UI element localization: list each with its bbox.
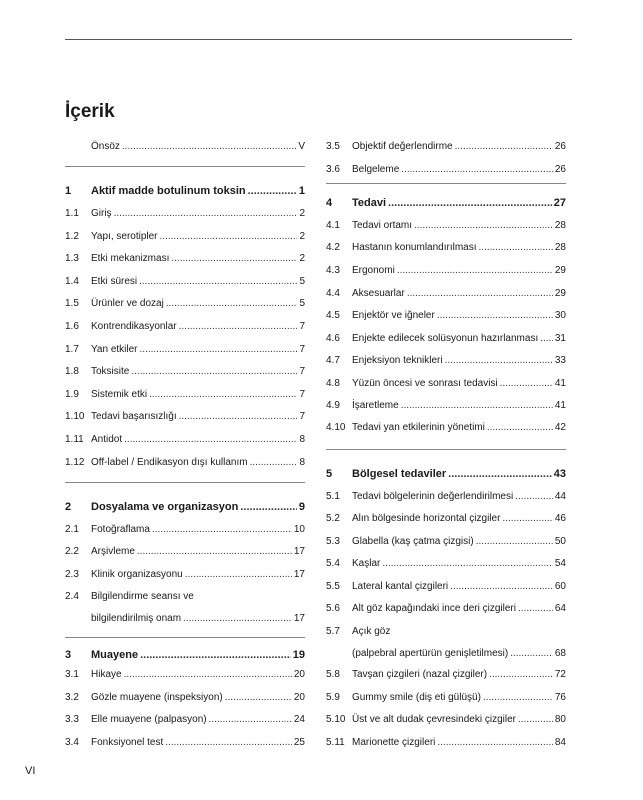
toc-entry[interactable] <box>326 286 566 302</box>
entry-title: Üst ve alt dudak çevresindeki çizgiler <box>352 714 516 725</box>
leader-dots <box>518 712 553 728</box>
leader-dots <box>179 319 298 335</box>
entry-title: Enjekte edilecek solüsyonun hazırlanması <box>352 333 539 344</box>
entry-number: 1.5 <box>65 298 79 309</box>
entry-page: 29 <box>554 265 566 276</box>
entry-number: 5.8 <box>326 669 340 680</box>
entry-page: 80 <box>554 714 566 725</box>
entry-number: 4 <box>326 197 333 209</box>
entry-number: 3 <box>65 649 72 661</box>
entry-page: 7 <box>299 366 305 377</box>
leader-dots <box>165 735 292 751</box>
leader-dots <box>502 511 552 527</box>
toc-entry[interactable] <box>65 206 305 222</box>
leader-dots <box>250 455 298 471</box>
leader-dots <box>122 139 296 155</box>
toc-entry[interactable] <box>65 251 305 267</box>
entry-number: 2.1 <box>65 524 79 535</box>
entry-number: 3.2 <box>65 692 79 703</box>
entry-number: 3.6 <box>326 164 340 175</box>
entry-number: 1.2 <box>65 231 79 242</box>
entry-title: Fotoğraflama <box>91 524 150 535</box>
toc-entry[interactable] <box>326 263 566 279</box>
leader-dots <box>479 240 553 256</box>
leader-dots <box>450 579 553 595</box>
entry-page: 17 <box>293 613 305 624</box>
entry-number: 2.3 <box>65 569 79 580</box>
section-divider <box>65 637 305 638</box>
entry-number: 1.4 <box>65 276 79 287</box>
toc-entry-continued[interactable] <box>326 646 566 662</box>
entry-title: Tedavi yan etkilerinin yönetimi <box>352 422 485 433</box>
entry-page: 28 <box>554 242 566 253</box>
entry-page: 25 <box>293 737 305 748</box>
entry-number: 4.1 <box>326 220 340 231</box>
top-rule <box>65 39 572 40</box>
leader-dots <box>483 690 553 706</box>
entry-page: 8 <box>299 434 305 445</box>
entry-title: Etki süresi <box>91 276 138 287</box>
entry-title: Tavşan çizgileri (nazal çizgiler) <box>352 669 488 680</box>
toc-entry[interactable] <box>65 735 305 751</box>
leader-dots <box>160 229 298 245</box>
entry-page: 7 <box>299 411 305 422</box>
entry-title: Lateral kantal çizgileri <box>352 581 449 592</box>
entry-title: Fonksiyonel test <box>91 737 164 748</box>
entry-page: 29 <box>554 288 566 299</box>
leader-dots <box>179 409 298 425</box>
toc-entry[interactable] <box>326 579 566 595</box>
entry-page: 41 <box>554 378 566 389</box>
leader-dots <box>152 522 292 538</box>
entry-page: 84 <box>554 737 566 748</box>
entry-number: 4.5 <box>326 310 340 321</box>
entry-page: 17 <box>293 546 305 557</box>
leader-dots <box>137 544 292 560</box>
section-divider <box>326 449 566 450</box>
entry-title: Kontrendikasyonlar <box>91 321 177 332</box>
toc-entry[interactable] <box>65 522 305 538</box>
leader-dots <box>500 376 553 392</box>
entry-page: 68 <box>554 648 566 659</box>
entry-title: Alt göz kapağındaki ince deri çizgileri <box>352 603 516 614</box>
leader-dots <box>448 466 552 482</box>
toc-chapter[interactable] <box>326 466 566 482</box>
leader-dots <box>140 342 298 358</box>
leader-dots <box>518 601 553 617</box>
toc-entry[interactable] <box>65 667 305 683</box>
toc-entry[interactable] <box>326 690 566 706</box>
leader-dots <box>401 398 553 414</box>
entry-title: Ürünler ve dozaj <box>91 298 164 309</box>
entry-number: 5.3 <box>326 536 340 547</box>
entry-page: 60 <box>554 581 566 592</box>
entry-title: Alın bölgesinde horizontal çizgiler <box>352 513 501 524</box>
entry-page: 43 <box>553 468 566 480</box>
entry-number: 5.5 <box>326 581 340 592</box>
entry-page: 7 <box>299 344 305 355</box>
entry-page: 8 <box>299 457 305 468</box>
toc-entry[interactable] <box>65 544 305 560</box>
toc-entry[interactable] <box>326 218 566 234</box>
toc-entry[interactable] <box>326 331 566 347</box>
entry-title: Muayene <box>91 649 139 661</box>
leader-dots <box>401 162 553 178</box>
entry-number: 2.2 <box>65 546 79 557</box>
entry-title: Tedavi başarısızlığı <box>91 411 177 422</box>
page-title: İçerik <box>65 101 115 122</box>
leader-dots <box>240 499 297 515</box>
entry-title: Enjektör ve iğneler <box>352 310 435 321</box>
leader-dots <box>124 667 292 683</box>
toc-entry[interactable] <box>326 511 566 527</box>
entry-number: 4.7 <box>326 355 340 366</box>
entry-page: 26 <box>554 164 566 175</box>
leader-dots <box>225 690 292 706</box>
entry-number: 1.6 <box>65 321 79 332</box>
entry-page: 26 <box>554 141 566 152</box>
leader-dots <box>414 218 553 234</box>
entry-title: Belgeleme <box>352 164 400 175</box>
leader-dots <box>166 296 298 312</box>
entry-number: 1.8 <box>65 366 79 377</box>
toc-entry[interactable] <box>65 342 305 358</box>
entry-title: Glabella (kaş çatma çizgisi) <box>352 536 474 547</box>
entry-title: Off-label / Endikasyon dışı kullanım <box>91 457 248 468</box>
entry-title: Bilgilendirme seansı ve <box>91 591 194 602</box>
entry-number: 4.3 <box>326 265 340 276</box>
leader-dots <box>407 286 553 302</box>
toc-entry[interactable] <box>65 567 305 583</box>
toc-entry[interactable] <box>65 409 305 425</box>
entry-number: 5.7 <box>326 626 340 637</box>
entry-title: bilgilendirilmiş onam <box>91 613 182 624</box>
entry-title: Tedavi bölgelerinin değerlendirilmesi <box>352 491 514 502</box>
toc-entry[interactable] <box>65 229 305 245</box>
toc-chapter[interactable] <box>65 499 305 515</box>
toc-entry[interactable] <box>326 667 566 683</box>
toc-entry[interactable] <box>65 139 305 155</box>
entry-number: 1 <box>65 185 72 197</box>
toc-chapter[interactable] <box>65 183 305 199</box>
entry-title: Kaşlar <box>352 558 381 569</box>
entry-title: Elle muayene (palpasyon) <box>91 714 207 725</box>
entry-title: Bölgesel tedaviler <box>352 468 447 480</box>
toc-entry[interactable] <box>65 690 305 706</box>
entry-number: 5.2 <box>326 513 340 524</box>
toc-chapter[interactable] <box>326 195 566 211</box>
leader-dots <box>149 387 297 403</box>
entry-title: Objektif değerlendirme <box>352 141 453 152</box>
entry-title: Aktif madde botulinum toksin <box>91 185 246 197</box>
leader-dots <box>171 251 297 267</box>
entry-title: Gözle muayene (inspeksiyon) <box>91 692 223 703</box>
entry-number: 5.9 <box>326 692 340 703</box>
entry-title: Dosyalama ve organizasyon <box>91 501 239 513</box>
entry-page: 31 <box>554 333 566 344</box>
entry-number: 1.11 <box>65 434 84 445</box>
toc-entry[interactable] <box>326 624 566 640</box>
leader-dots <box>248 183 297 199</box>
toc-entry[interactable] <box>326 162 566 178</box>
entry-number: 3.3 <box>65 714 79 725</box>
toc-chapter[interactable] <box>65 647 305 663</box>
entry-title: İşaretleme <box>352 400 399 411</box>
toc-entry[interactable] <box>65 589 305 605</box>
entry-number: 5.1 <box>326 491 340 502</box>
entry-number: 5.6 <box>326 603 340 614</box>
page-number: VI <box>25 765 36 777</box>
entry-page: 27 <box>553 197 566 209</box>
leader-dots <box>455 139 553 155</box>
leader-dots <box>140 647 291 663</box>
entry-number: 1.1 <box>65 208 79 219</box>
entry-page: 44 <box>554 491 566 502</box>
entry-title: Yüzün öncesi ve sonrası tedavisi <box>352 378 498 389</box>
entry-title: Arşivleme <box>91 546 135 557</box>
entry-title: Önsöz <box>91 141 120 152</box>
entry-title: Tedavi <box>352 197 387 209</box>
entry-page: 46 <box>554 513 566 524</box>
entry-number: 5.4 <box>326 558 340 569</box>
entry-title: Enjeksiyon teknikleri <box>352 355 443 366</box>
toc-entry[interactable] <box>326 534 566 550</box>
entry-title: Gummy smile (diş eti gülüşü) <box>352 692 481 703</box>
entry-number: 4.2 <box>326 242 340 253</box>
entry-page: 28 <box>554 220 566 231</box>
entry-page: 50 <box>554 536 566 547</box>
entry-page: 64 <box>554 603 566 614</box>
section-divider <box>326 183 566 184</box>
leader-dots <box>185 567 292 583</box>
entry-title: Açık göz <box>352 626 391 637</box>
entry-page: 24 <box>293 714 305 725</box>
entry-page: 20 <box>293 692 305 703</box>
entry-page: 19 <box>292 649 305 661</box>
entry-title: Yan etkiler <box>91 344 138 355</box>
toc-entry[interactable] <box>65 387 305 403</box>
leader-dots <box>510 646 553 662</box>
entry-page: 2 <box>299 208 305 219</box>
leader-dots <box>489 667 553 683</box>
entry-page: 2 <box>299 253 305 264</box>
leader-dots <box>209 712 292 728</box>
entry-title: Antidot <box>91 434 123 445</box>
entry-page: 41 <box>554 400 566 411</box>
entry-page: 7 <box>299 389 305 400</box>
entry-title: Yapı, serotipler <box>91 231 158 242</box>
entry-page: 72 <box>554 669 566 680</box>
entry-number: 2.4 <box>65 591 79 602</box>
entry-page: V <box>298 141 305 152</box>
entry-number: 1.9 <box>65 389 79 400</box>
toc-entry[interactable] <box>65 455 305 471</box>
entry-page: 2 <box>299 231 305 242</box>
toc-entry[interactable] <box>326 489 566 505</box>
entry-title: Ergonomi <box>352 265 395 276</box>
entry-page: 33 <box>554 355 566 366</box>
leader-dots <box>515 489 553 505</box>
toc-entry-continued[interactable] <box>65 611 305 627</box>
entry-title: Tedavi ortamı <box>352 220 413 231</box>
toc-entry[interactable] <box>326 601 566 617</box>
section-divider <box>65 166 305 167</box>
toc-entry[interactable] <box>326 420 566 436</box>
entry-page: 76 <box>554 692 566 703</box>
entry-number: 4.6 <box>326 333 340 344</box>
entry-number: 5 <box>326 468 333 480</box>
entry-page: 54 <box>554 558 566 569</box>
leader-dots <box>487 420 553 436</box>
entry-title: Etki mekanizması <box>91 253 170 264</box>
entry-number: 1.3 <box>65 253 79 264</box>
entry-number: 4.4 <box>326 288 340 299</box>
entry-page: 20 <box>293 669 305 680</box>
entry-title: (palpebral apertürün genişletilmesi) <box>352 648 509 659</box>
entry-title: Giriş <box>91 208 112 219</box>
leader-dots <box>183 611 292 627</box>
toc-entry[interactable] <box>65 319 305 335</box>
toc-entry[interactable] <box>65 364 305 380</box>
entry-page: 42 <box>554 422 566 433</box>
leader-dots <box>382 556 553 572</box>
entry-page: 10 <box>293 524 305 535</box>
entry-number: 2 <box>65 501 72 513</box>
entry-number: 1.7 <box>65 344 79 355</box>
entry-number: 5.10 <box>326 714 346 725</box>
entry-page: 7 <box>299 321 305 332</box>
entry-title: Hikaye <box>91 669 122 680</box>
leader-dots <box>397 263 553 279</box>
leader-dots <box>437 735 553 751</box>
toc-entry[interactable] <box>65 432 305 448</box>
entry-title: Marionette çizgileri <box>352 737 436 748</box>
entry-number: 5.11 <box>326 737 345 748</box>
entry-number: 3.4 <box>65 737 79 748</box>
entry-title: Klinik organizasyonu <box>91 569 183 580</box>
entry-page: 9 <box>298 501 305 513</box>
leader-dots <box>437 308 553 324</box>
toc-entry[interactable] <box>326 376 566 392</box>
entry-number: 4.10 <box>326 422 346 433</box>
toc-entry[interactable] <box>65 296 305 312</box>
entry-page: 17 <box>293 569 305 580</box>
toc-entry[interactable] <box>326 398 566 414</box>
entry-page: 5 <box>299 276 305 287</box>
entry-number: 4.9 <box>326 400 340 411</box>
section-divider <box>65 482 305 483</box>
toc-entry[interactable] <box>65 712 305 728</box>
toc-entry[interactable] <box>326 735 566 751</box>
entry-page: 1 <box>298 185 305 197</box>
toc-entry[interactable] <box>326 353 566 369</box>
toc-entry[interactable] <box>326 139 566 155</box>
toc-entry[interactable] <box>326 556 566 572</box>
leader-dots <box>139 274 297 290</box>
entry-number: 3.5 <box>326 141 340 152</box>
entry-number: 3.1 <box>65 669 79 680</box>
entry-title: Sistemik etki <box>91 389 148 400</box>
toc-entry[interactable] <box>326 712 566 728</box>
entry-number: 1.12 <box>65 457 85 468</box>
entry-page: 30 <box>554 310 566 321</box>
entry-title: Toksisite <box>91 366 130 377</box>
leader-dots <box>131 364 297 380</box>
toc-entry[interactable] <box>65 274 305 290</box>
entry-title: Hastanın konumlandırılması <box>352 242 477 253</box>
leader-dots <box>114 206 298 222</box>
leader-dots <box>124 432 297 448</box>
entry-page: 5 <box>299 298 305 309</box>
entry-title: Aksesuarlar <box>352 288 405 299</box>
toc-entry[interactable] <box>326 308 566 324</box>
leader-dots <box>388 195 552 211</box>
entry-number: 1.10 <box>65 411 85 422</box>
leader-dots <box>540 331 553 347</box>
leader-dots <box>476 534 553 550</box>
entry-number: 4.8 <box>326 378 340 389</box>
leader-dots <box>445 353 553 369</box>
toc-entry[interactable] <box>326 240 566 256</box>
